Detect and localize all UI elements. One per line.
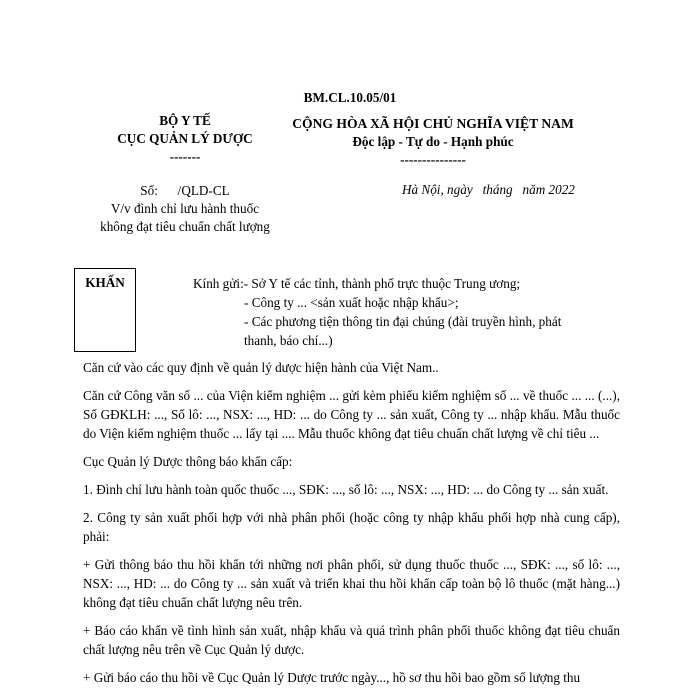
agency-divider: -------	[169, 149, 201, 164]
paragraph-recall-notice: + Gửi thông báo thu hồi khẩn tới những nơi phân phối, sử dụng thuốc thuốc ..., SĐK: ..., số lô: ..., NSX: ..., HD: ... do Công ty ... sản xuất và triển khai thu hồi khẩn cấp toàn bộ lô thuốc (mặt hàng...) không đạt tiêu chuẩn chất lượng nêu trên.	[83, 557, 620, 610]
ministry-name: BỘ Y TẾ	[159, 113, 211, 128]
paragraph-item-1: 1. Đình chỉ lưu hành toàn quốc thuốc ..., SĐK: ..., số lô: ..., NSX: ..., HD: ... do Công ty ... sản xuất.	[83, 482, 609, 497]
paragraph-report-urgent: + Báo cáo khẩn về tình hình sản xuất, nhập khẩu và quá trình phân phối thuốc không đạt tiêu chuẩn chất lượng nêu trên về Cục Quản lý dược.	[83, 623, 620, 657]
date-line: Hà Nội, ngày tháng năm 2022	[402, 182, 575, 197]
recipient-line-1: Kính gửi:- Sở Y tế các tỉnh, thành phố trực thuộc Trung ương;	[193, 276, 521, 291]
document-number: Số: /QLD-CL	[140, 183, 230, 198]
department-name: CỤC QUẢN LÝ DƯỢC	[117, 131, 253, 146]
paragraph-test-report: Căn cứ Công văn số ... của Viện kiểm nghiệm ... gửi kèm phiếu kiểm nghiệm số ... về thuốc ... ... (...), Số GĐKLH: ..., Số lô: ..., NSX: ..., HD: ... do Công ty ... sản xuất, Công ty ... nhập khẩu. Mẫu thuốc do Viện kiểm nghiệm thuốc ... lấy tại .... Mẫu thuốc không đạt tiêu chuẩn chất lượng về chỉ tiêu ...	[83, 388, 620, 441]
document-body	[83, 358, 620, 696]
paragraph-legal-basis: Căn cứ vào các quy định về quản lý dược hiện hành của Việt Nam..	[83, 360, 439, 375]
state-header	[268, 115, 598, 169]
subject-line-2: không đạt tiêu chuẩn chất lượng	[100, 219, 270, 234]
urgency-box	[74, 268, 136, 352]
document-reference	[60, 182, 310, 236]
paragraph-item-2: 2. Công ty sản xuất phối hợp với nhà phân phối (hoặc công ty nhập khẩu phối hợp nhà cung cấp), phải:	[83, 510, 620, 544]
paragraph-report-deadline: + Gửi báo cáo thu hồi về Cục Quản lý Dược trước ngày..., hồ sơ thu hồi bao gồm số lượng thu	[83, 670, 581, 685]
state-name: CỘNG HÒA XÃ HỘI CHỦ NGHĨA VIỆT NAM	[292, 116, 574, 131]
recipient-line-3: - Các phương tiện thông tin đại chúng (đài truyền hình, phát	[244, 314, 562, 329]
form-code: BM.CL.10.05/01	[303, 90, 397, 105]
state-divider: ---------------	[400, 152, 466, 167]
paragraph-announcement: Cục Quản lý Dược thông báo khẩn cấp:	[83, 454, 293, 469]
subject-line-1: V/v đình chỉ lưu hành thuốc	[110, 201, 260, 216]
recipients-block	[193, 274, 561, 350]
recipient-line-4: thanh, báo chí...)	[244, 333, 333, 348]
urgency-label: KHẨN	[85, 275, 125, 290]
recipient-line-2: - Công ty ... <sản xuất hoặc nhập khẩu>;	[244, 295, 459, 310]
state-motto: Độc lập - Tự do - Hạnh phúc	[352, 134, 514, 149]
